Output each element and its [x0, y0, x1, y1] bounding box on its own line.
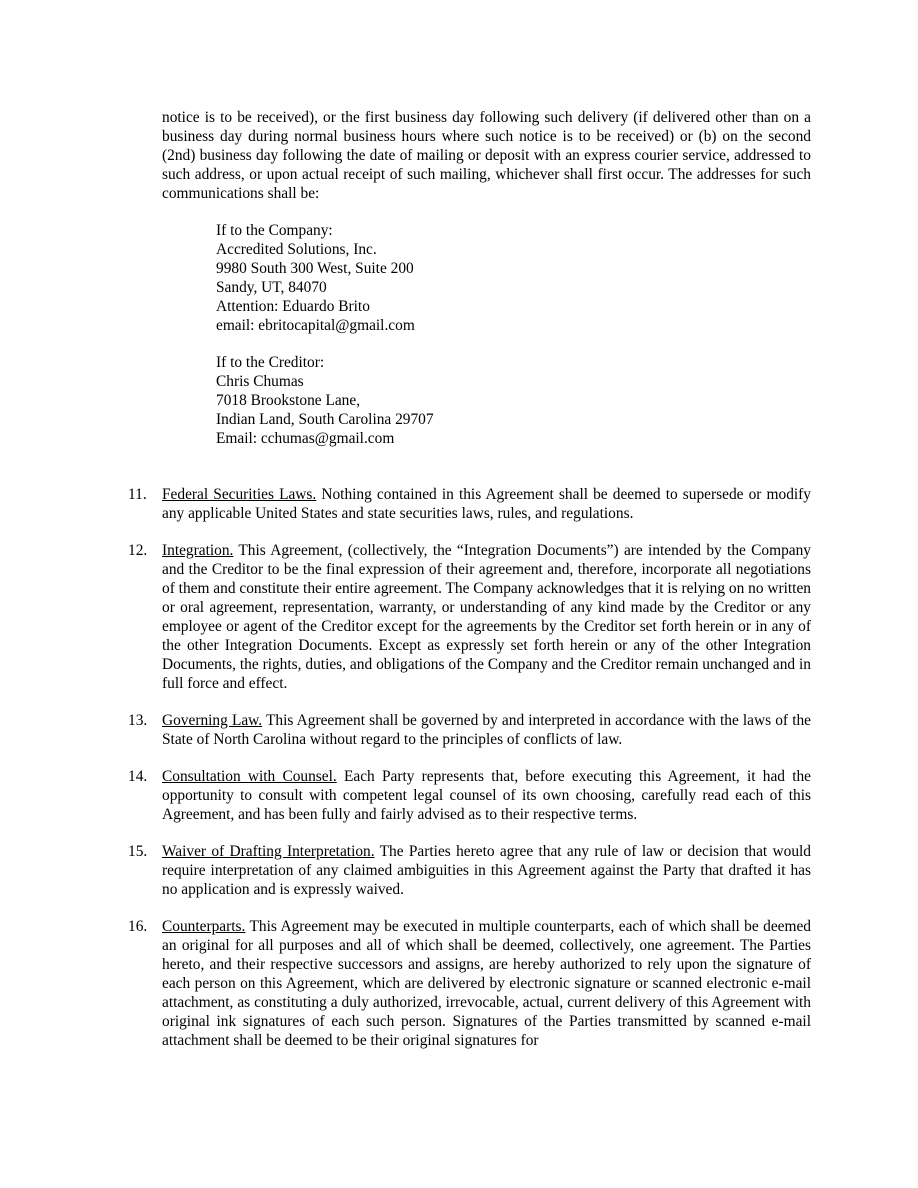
clause-heading: Counterparts.	[162, 918, 246, 935]
company-address-line: If to the Company:	[216, 222, 333, 239]
clause-heading: Consultation with Counsel.	[162, 768, 337, 785]
clause-integration	[128, 541, 811, 693]
company-address-line: 9980 South 300 West, Suite 200	[216, 260, 414, 277]
creditor-address-line: Chris Chumas	[216, 373, 304, 390]
clause-consultation-with-counsel	[128, 767, 811, 824]
clause-heading: Federal Securities Laws.	[162, 486, 317, 503]
creditor-address-line: Indian Land, South Carolina 29707	[216, 411, 434, 428]
clause-text	[162, 711, 811, 749]
creditor-address-line: Email: cchumas@gmail.com	[216, 430, 395, 447]
clause-text	[162, 917, 811, 1050]
company-address-line: Attention: Eduardo Brito	[216, 298, 370, 315]
clause-number: 15.	[128, 843, 148, 860]
clause-body: Nothing contained in this Agreement shall be deemed to supersede or modify any applicable United States and state securities laws, rules, and regulations.	[162, 486, 811, 522]
clause-counterparts	[128, 917, 811, 1050]
clause-heading: Integration.	[162, 542, 234, 559]
clause-number: 11.	[128, 486, 147, 503]
clause-waiver-of-drafting-interpretation	[128, 842, 811, 899]
clause-number: 16.	[128, 918, 148, 935]
notice-paragraph: notice is to be received), or the first business day following such delivery (if delivered other than on a business day during normal business hours where such notice is to be received) or (b) on the second (2nd) business day following the date of mailing or deposit with an express courier service, addressed to such address, or upon actual receipt of such mailing, whichever shall first occur. The addresses for such communications shall be:	[162, 109, 811, 202]
clause-federal-securities-laws	[128, 485, 811, 523]
clause-text	[162, 541, 811, 693]
clause-body: This Agreement may be executed in multiple counterparts, each of which shall be deemed an original for all purposes and all of which shall be deemed, collectively, one agreement. The Parties hereto, and their respective successors and assigns, are hereby authorized to rely upon the signature of each person on this Agreement, which are delivered by electronic signature or scanned electronic e-mail attachment, as constituting a duly authorized, irrevocable, actual, current delivery of this Agreement with original ink signatures of each such person. Signatures of the Parties transmitted by scanned e-mail attachment shall be deemed to be their original signatures for	[162, 918, 811, 1049]
clause-body: This Agreement, (collectively, the “Integration Documents”) are intended by the Company and the Creditor to be the final expression of their agreement and, therefore, incorporate all negotiations of them and constitute their entire agreement. The Company acknowledges that it is relying on no written or oral agreement, representation, warranty, or understanding of any kind made by the Creditor or any employee or agent of the Creditor except for the agreements by the Creditor set forth herein or in any of the other Integration Documents. Except as expressly set forth herein or any of the other Integration Documents, the rights, duties, and obligations of the Company and the Creditor remain unchanged and in full force and effect.	[162, 542, 811, 692]
company-address-line: Accredited Solutions, Inc.	[216, 241, 377, 258]
company-address-line: Sandy, UT, 84070	[216, 279, 327, 296]
clause-text	[162, 767, 811, 824]
clause-text	[162, 485, 811, 523]
clause-heading: Waiver of Drafting Interpretation.	[162, 843, 375, 860]
clause-governing-law	[128, 711, 811, 749]
clause-body: Each Party represents that, before executing this Agreement, it had the opportunity to consult with competent legal counsel of its own choosing, carefully read each of this Agreement, and has been fully and fairly advised as to their respective terms.	[162, 768, 811, 823]
clause-body: The Parties hereto agree that any rule of law or decision that would require interpretation of any claimed ambiguities in this Agreement against the Party that drafted it has no application and is expressly waived.	[162, 843, 811, 898]
clause-number: 12.	[128, 542, 148, 559]
clause-text	[162, 842, 811, 899]
clause-number: 14.	[128, 768, 148, 785]
clause-number: 13.	[128, 712, 148, 729]
creditor-address-block	[216, 353, 434, 448]
creditor-address-line: 7018 Brookstone Lane,	[216, 392, 361, 409]
company-address-block	[216, 221, 415, 335]
clause-heading: Governing Law.	[162, 712, 263, 729]
company-address-line: email: ebritocapital@gmail.com	[216, 317, 415, 334]
clause-body: This Agreement shall be governed by and interpreted in accordance with the laws of the State of North Carolina without regard to the principles of conflicts of law.	[162, 712, 811, 748]
creditor-address-line: If to the Creditor:	[216, 354, 325, 371]
